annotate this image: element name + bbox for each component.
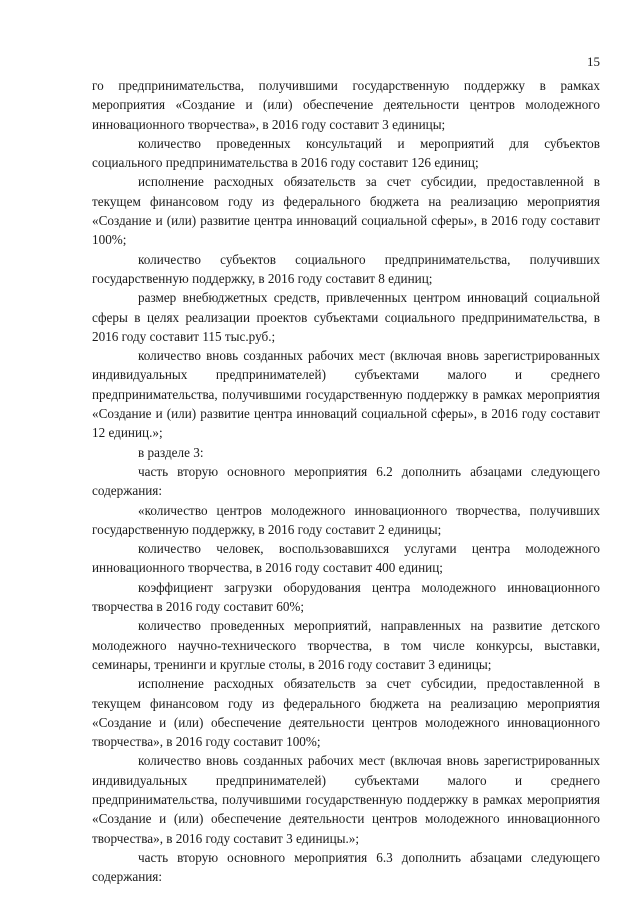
paragraph-expenditure-youth-centers: исполнение расходных обязательств за счет субсидии, предоставленной в текущем финансовом году из федерального бюджета на реализацию мероприятия «Создание и (или) обеспечение деятельности центров молодежного инновационного творчества», в 2016 году составит 100%; <box>92 676 600 750</box>
paragraph-measure-6-2-intro: часть вторую основного мероприятия 6.2 дополнить абзацами следующего содержания: <box>92 463 600 499</box>
paragraph-section-3: в разделе 3: <box>138 444 204 460</box>
paragraph-consultations-count: количество проведенных консультаций и мероприятий для субъектов социального предпринимательства в 2016 году составит 126 единиц; <box>92 135 600 171</box>
page-number: 15 <box>587 54 600 69</box>
paragraph-extrabudgetary-funds: размер внебюджетных средств, привлеченных центром инноваций социальной сферы в целях реализации проектов субъектами социального предпринимательства, в 2016 году составит 115 тыс.руб.; <box>92 290 600 344</box>
paragraph-expenditure-social-center: исполнение расходных обязательств за счет субсидии, предоставленной в текущем финансовом году из федерального бюджета на реализацию мероприятия «Создание и (или) развитие центра инноваций социальной сферы», в 2016 году составит 100%; <box>92 174 600 248</box>
paragraph-people-served: количество человек, воспользовавшихся услугами центра молодежного инновационного творчества, в 2016 году составит 400 единиц; <box>92 541 600 576</box>
paragraph-measure-6-3-intro: часть вторую основного мероприятия 6.3 дополнить абзацами следующего содержания: <box>92 849 600 885</box>
paragraph-youth-centers-count: «количество центров молодежного инновационного творчества, получивших государственную поддержку, в 2016 году составит 2 единицы; <box>92 502 600 537</box>
paragraph-equipment-load: коэффициент загрузки оборудования центра молодежного инновационного творчества в 2016 году составит 60%; <box>92 579 600 615</box>
document-body <box>92 76 600 886</box>
paragraph-continued: го предпринимательства, получившими государственную поддержку в рамках мероприятия «Создание и (или) обеспечение деятельности центров молодежного инновационного творчества», в 2016 году составит 3 единицы; <box>92 78 600 132</box>
paragraph-events-count: количество проведенных мероприятий, направленных на развитие детского молодежного научно-технического творчества, в том числе конкурсы, выставки, семинары, тренинги и круглые столы, в 2016 году составит 3 единицы; <box>92 618 600 672</box>
paragraph-social-subjects-count: количество субъектов социального предпринимательства, получивших государственную поддержку, в 2016 году составит 8 единиц; <box>92 251 600 286</box>
paragraph-new-jobs-social: количество вновь созданных рабочих мест (включая вновь зарегистрированных индивидуальных предпринимателей) субъектами малого и среднего предпринимательства, получившими государственную поддержку в рамках мероприятия «Создание и (или) развитие центра инноваций социальной сферы», в 2016 году составит 12 единиц.»; <box>92 348 600 441</box>
paragraph-new-jobs-youth: количество вновь созданных рабочих мест (включая вновь зарегистрированных индивидуальных предпринимателей) субъектами малого и среднего предпринимательства, получившими государственную поддержку в рамках мероприятия «Создание и (или) обеспечение деятельности центров молодежного инновационного творчества», в 2016 году составит 3 единицы.»; <box>92 753 600 846</box>
